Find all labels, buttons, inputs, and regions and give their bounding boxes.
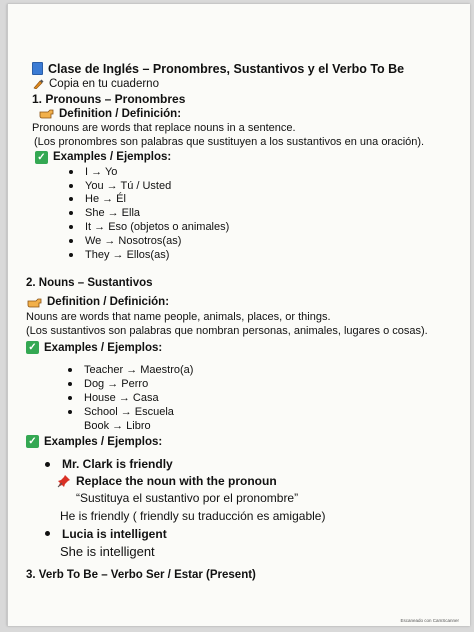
exercise2-sentence-row xyxy=(45,525,462,543)
list-item: I → Yo xyxy=(69,165,462,179)
pointing-hand-icon xyxy=(39,108,54,119)
document-title: Clase de Inglés – Pronombres, Sustantivos y el Verbo To Be xyxy=(48,61,405,76)
bullet-icon xyxy=(69,253,73,257)
section1-examples-row xyxy=(35,149,462,165)
section2-examples2-label: Examples / Ejemplos: xyxy=(44,435,163,448)
bullet-icon xyxy=(69,225,73,229)
copy-note: Copia en tu cuaderno xyxy=(49,78,159,90)
section1-definition-en: Pronouns are words that replace nouns in a sentence. xyxy=(32,122,296,134)
document-page xyxy=(7,4,470,626)
exercise1-instruction-row xyxy=(57,473,462,490)
bullet-icon xyxy=(45,462,50,467)
section1-example-list xyxy=(69,165,462,262)
book-icon xyxy=(32,62,43,75)
section3-heading: 3. Verb To Be – Verbo Ser / Estar (Present) xyxy=(26,569,256,582)
document-title-row xyxy=(32,60,462,77)
extra-example: Book → Libro xyxy=(84,419,151,432)
check-mark-icon: ✓ xyxy=(35,151,48,164)
exercise1-sentence-row xyxy=(45,456,462,473)
bullet-icon xyxy=(69,170,73,174)
exercise2-answer: She is intelligent xyxy=(60,544,155,560)
check-mark-icon: ✓ xyxy=(26,435,39,448)
bullet-icon xyxy=(69,184,73,188)
section2-definition-row xyxy=(27,295,462,310)
pushpin-icon xyxy=(57,474,71,488)
list-item: School → Escuela xyxy=(68,405,462,419)
exercise1-instruction: Replace the noun with the pronoun xyxy=(76,474,277,489)
exercise1-instruction-es: “Sustituya el sustantivo por el pronombre” xyxy=(76,491,299,506)
check-mark-icon: ✓ xyxy=(26,341,39,354)
bullet-icon xyxy=(69,211,73,215)
list-item: We → Nosotros(as) xyxy=(69,234,462,248)
section1-heading: 1. Pronouns – Pronombres xyxy=(32,91,186,106)
list-item: It → Eso (objetos o animales) xyxy=(69,220,462,234)
exercise1-sentence: Mr. Clark is friendly xyxy=(62,457,173,472)
document-content xyxy=(26,60,462,583)
section1-definition-row xyxy=(39,106,462,121)
section1-examples-label: Examples / Ejemplos: xyxy=(53,151,172,163)
section2-examples-row xyxy=(26,340,462,356)
pointing-hand-icon xyxy=(27,297,42,308)
section2-definition-label: Definition / Definición: xyxy=(47,296,170,309)
list-item: House → Casa xyxy=(68,391,462,405)
bullet-icon xyxy=(45,531,50,536)
writing-hand-icon xyxy=(33,79,44,89)
section2-example-list xyxy=(68,364,462,419)
list-item: They → Ellos(as) xyxy=(69,248,462,262)
bullet-icon xyxy=(68,396,72,400)
bullet-icon xyxy=(69,239,73,243)
exercise1-answer: He is friendly ( friendly su traducción es amigable) xyxy=(60,508,326,523)
section1-definition-es: (Los pronombres son palabras que sustituyen a los sustantivos en una oración). xyxy=(34,136,425,148)
bullet-icon xyxy=(68,382,72,386)
bullet-icon xyxy=(69,197,73,201)
list-item: Dog → Perro xyxy=(68,377,462,391)
section1-definition-label: Definition / Definición: xyxy=(59,107,182,120)
copy-note-row xyxy=(33,77,462,91)
section2-examples-label: Examples / Ejemplos: xyxy=(44,341,163,354)
bullet-icon xyxy=(68,368,72,372)
scanner-watermark: Escaneado con CamScanner xyxy=(400,618,459,623)
exercise2-sentence: Lucia is intelligent xyxy=(62,526,167,541)
list-item: He → Él xyxy=(69,193,462,207)
list-item: She → Ella xyxy=(69,206,462,220)
list-item: Teacher → Maestro(a) xyxy=(68,364,462,378)
bullet-icon xyxy=(68,410,72,414)
list-item: You → Tú / Usted xyxy=(69,179,462,193)
section2-heading: 2. Nouns – Sustantivos xyxy=(26,277,153,290)
section2-definition-es: (Los sustantivos son palabras que nombran personas, animales, lugares o cosas). xyxy=(26,324,428,337)
section2-examples2-row xyxy=(26,434,462,450)
section2-definition-en: Nouns are words that name people, animals, places, or things. xyxy=(26,310,331,323)
